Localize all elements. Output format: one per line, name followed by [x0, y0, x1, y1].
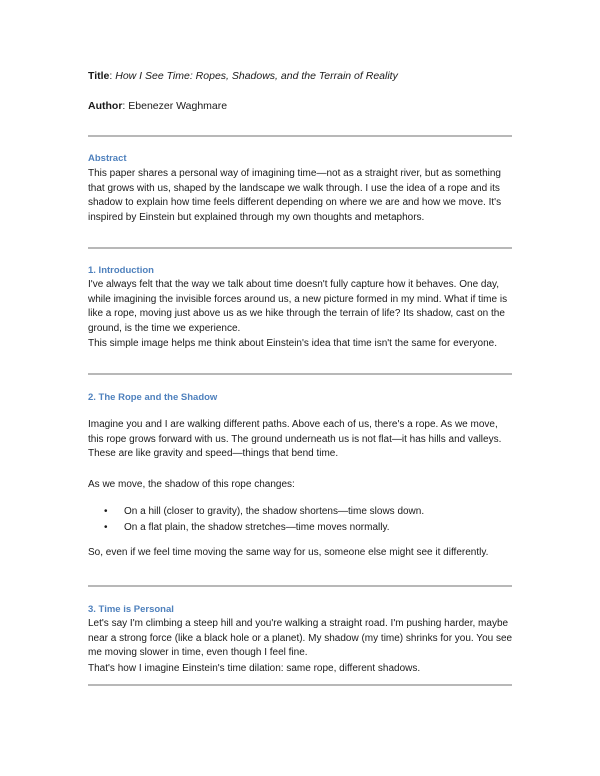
section-1-paragraph: This simple image helps me think about Einstein's idea that time isn't the same for everyone. [88, 338, 498, 349]
section-3-paragraph: That's how I imagine Einstein's time dilation: same rope, different shadows. [88, 663, 421, 674]
author-line: Author: Ebenezer Waghmare [88, 100, 228, 112]
document-title: How I See Time: Ropes, Shadows, and the Terrain of Reality [115, 70, 398, 82]
section-1-paragraph: I've always felt that the way we talk about time doesn't fully capture how it behaves. One day, while imagining the invisible forces around us, a new picture formed in my mind. What if time is like a rope, moving just above us as we hike through the terrain of life? Its shadow, cast on the ground, is the time we experience. [88, 279, 508, 334]
bullet-icon: • [104, 506, 108, 517]
abstract-text: This paper shares a personal way of imagining time—not as a straight river, but as something that grows with us, shaped by the landscape we walk through. I use the idea of a rope and its shadow to explain how time feels different depending on where we are and how we move. It's inspired by Einstein but explained through my own thoughts and metaphors. [88, 168, 502, 223]
title-label: Title [88, 70, 110, 82]
section-3-heading: 3. Time is Personal [88, 604, 174, 615]
section-2-paragraph: As we move, the shadow of this rope changes: [88, 479, 295, 490]
divider [88, 135, 512, 137]
list-item: • On a hill (closer to gravity), the shadow shortens—time slows down. [104, 504, 504, 520]
section-1-heading: 1. Introduction [88, 265, 154, 276]
author-label: Author [88, 100, 123, 112]
author-name: Ebenezer Waghmare [128, 100, 228, 112]
list-item: • On a flat plain, the shadow stretches—time moves normally. [104, 520, 504, 536]
section-2-heading: 2. The Rope and the Shadow [88, 392, 218, 403]
divider [88, 247, 512, 249]
bullet-icon: • [104, 522, 108, 533]
title-line: Title: How I See Time: Ropes, Shadows, and the Terrain of Reality [88, 70, 398, 82]
bullet-list [104, 504, 504, 536]
divider [88, 585, 512, 587]
section-2-paragraph: So, even if we feel time moving the same way for us, someone else might see it differently. [88, 547, 489, 558]
section-3-paragraph: Let's say I'm climbing a steep hill and you're walking a straight road. I'm pushing harder, maybe near a strong force (like a black hole or a planet). My shadow (my time) shrinks for you. You see me moving slower in time, even though I feel fine. [88, 618, 513, 658]
divider [88, 373, 512, 375]
abstract-heading: Abstract [88, 153, 127, 164]
divider [88, 684, 512, 686]
section-2-paragraph: Imagine you and I are walking different paths. Above each of us, there's a rope. As we move, this rope grows forward with us. The ground underneath us is not flat—it has hills and valleys. These are like gravity and speed—things that bend time. [88, 419, 502, 459]
